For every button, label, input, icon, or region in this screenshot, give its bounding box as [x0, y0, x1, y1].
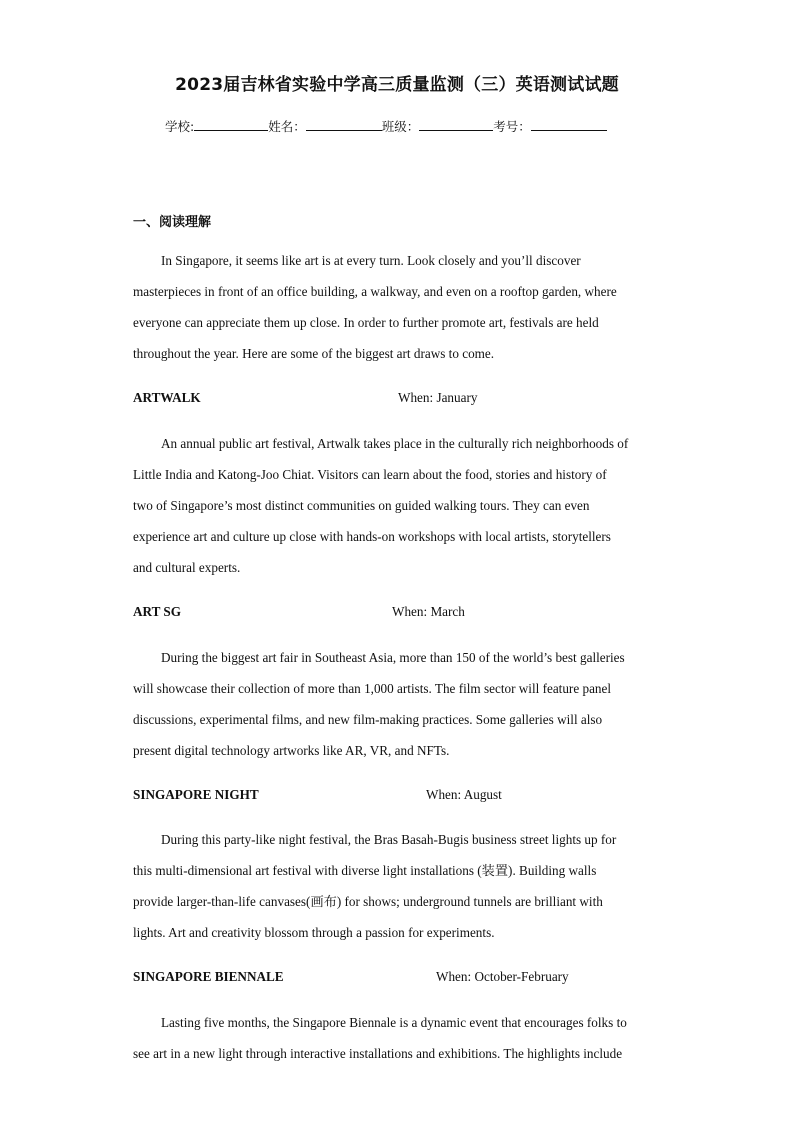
event-heading-artwalk: [133, 390, 478, 406]
paragraph-line: everyone can appreciate them up close. In order to further promote art, festivals are held: [133, 315, 599, 330]
name-blank[interactable]: [306, 118, 382, 131]
event-when: When: August: [426, 787, 502, 802]
event-name: SINGAPORE BIENNALE: [133, 969, 284, 984]
paragraph-line: present digital technology artworks like AR, VR, and NFTs.: [133, 743, 450, 758]
event-paragraph-art-sg: [133, 642, 661, 766]
paragraph-line: experience art and culture up close with hands-on workshops with local artists, storytellers: [133, 529, 611, 544]
event-heading-art-sg: [133, 604, 465, 620]
class-label: 班级：: [381, 119, 420, 134]
number-blank[interactable]: [531, 118, 607, 131]
event-when: When: March: [392, 604, 465, 619]
school-blank[interactable]: [194, 118, 268, 131]
event-name: ARTWALK: [133, 390, 201, 405]
class-blank[interactable]: [419, 118, 493, 131]
paragraph-line: During this party-like night festival, the Bras Basah-Bugis business street lights up for: [161, 832, 617, 847]
event-heading-singapore-biennale: [133, 969, 569, 985]
paragraph-line: and cultural experts.: [133, 560, 241, 575]
event-paragraph-singapore-night: [133, 824, 661, 948]
intro-paragraph: [133, 245, 661, 369]
paragraph-line: An annual public art festival, Artwalk takes place in the culturally rich neighborhoods of: [161, 436, 629, 451]
event-heading-singapore-night: [133, 787, 502, 803]
paragraph-line: In Singapore, it seems like art is at every turn. Look closely and you’ll discover: [161, 253, 581, 268]
number-label: 考号：: [493, 119, 531, 134]
paragraph-line: During the biggest art fair in Southeast Asia, more than 150 of the world’s best galleries: [161, 650, 625, 665]
paragraph-line: see art in a new light through interactive installations and exhibitions. The highlights include: [133, 1046, 623, 1061]
paragraph-line: lights. Art and creativity blossom through a passion for experiments.: [133, 925, 495, 940]
paragraph-line: this multi-dimensional art festival with diverse light installations (装置). Building walls: [133, 863, 597, 878]
page-title: 2023届吉林省实验中学高三质量监测（三）英语测试试题: [175, 75, 619, 95]
paragraph-line: throughout the year. Here are some of the biggest art draws to come.: [133, 346, 495, 361]
paragraph-line: will showcase their collection of more than 1,000 artists. The film sector will feature panel: [133, 681, 612, 696]
student-info-line: [165, 117, 607, 135]
section-heading: 一、阅读理解: [133, 215, 212, 230]
event-when: When: January: [398, 390, 478, 405]
paragraph-line: Lasting five months, the Singapore Biennale is a dynamic event that encourages folks to: [161, 1015, 627, 1030]
event-name: SINGAPORE NIGHT: [133, 787, 259, 802]
paragraph-line: discussions, experimental films, and new film-making practices. Some galleries will also: [133, 712, 603, 727]
paragraph-line: Little India and Katong-Joo Chiat. Visitors can learn about the food, stories and history of: [133, 467, 607, 482]
event-paragraph-artwalk: [133, 428, 661, 583]
event-paragraph-singapore-biennale: [133, 1007, 661, 1069]
paragraph-line: masterpieces in front of an office building, a walkway, and even on a rooftop garden, where: [133, 284, 617, 299]
event-when: When: October-February: [436, 969, 569, 984]
school-label: 学校:: [165, 119, 195, 134]
paragraph-line: provide larger-than-life canvases(画布) for shows; underground tunnels are brilliant with: [133, 894, 603, 909]
event-name: ART SG: [133, 604, 182, 619]
name-label: 姓名：: [268, 119, 306, 134]
paragraph-line: two of Singapore’s most distinct communities on guided walking tours. They can even: [133, 498, 590, 513]
